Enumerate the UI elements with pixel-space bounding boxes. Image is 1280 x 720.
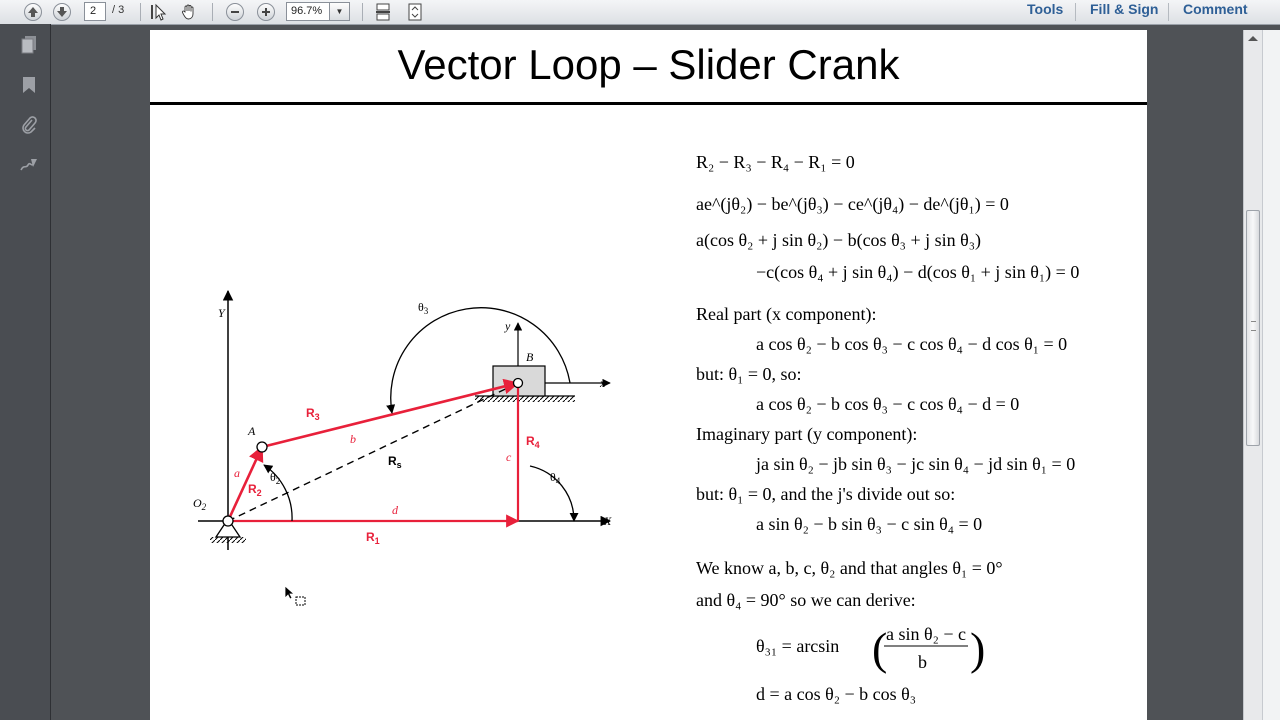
rs-vector bbox=[228, 383, 518, 521]
tools-button[interactable]: Tools bbox=[1027, 1, 1064, 17]
arrow-down-icon bbox=[53, 3, 71, 21]
label-theta3: $\theta_3$ bbox=[418, 300, 429, 316]
label-X: X bbox=[604, 514, 612, 528]
label-a: a bbox=[234, 466, 240, 480]
frac-denominator: b bbox=[918, 652, 927, 672]
r3-link bbox=[262, 383, 518, 447]
label-Rs: $R_s$ bbox=[388, 454, 402, 470]
scrollbar-thumb[interactable] bbox=[1246, 210, 1260, 446]
equation-imaginary-part: ja sin θ₂ − jb sin θ₃ − jc sin θ₄ − jd sin θ₁ = 0 bbox=[756, 454, 1076, 474]
document-page bbox=[150, 30, 1147, 720]
label-R4: $R_4$ bbox=[526, 434, 540, 450]
frac-right-paren: ) bbox=[970, 623, 986, 674]
page-icon bbox=[406, 3, 424, 21]
vertical-scrollbar[interactable] bbox=[1243, 30, 1263, 720]
scroll-up-arrow-icon[interactable] bbox=[1248, 36, 1258, 41]
label-A: A bbox=[248, 424, 256, 438]
frac-numerator: a sin θ₂ − c bbox=[886, 624, 967, 644]
label-R2: $R_2$ bbox=[248, 482, 262, 498]
comment-button[interactable]: Comment bbox=[1183, 1, 1248, 17]
hand-tool-button[interactable] bbox=[178, 1, 200, 23]
j-divide-note: but: θ₁ = 0, and the j's divide out so: bbox=[696, 484, 956, 504]
page-thumbnails-button[interactable] bbox=[18, 34, 40, 56]
page-number-input[interactable]: 2 bbox=[84, 2, 106, 21]
frac-left-paren: ( bbox=[872, 623, 888, 674]
label-c: c bbox=[506, 450, 512, 464]
slide-title: Vector Loop – Slider Crank bbox=[397, 41, 900, 88]
select-cursor-icon bbox=[150, 3, 168, 21]
toolbar-divider bbox=[1075, 3, 1076, 21]
hand-icon bbox=[180, 3, 198, 21]
equation-vector-loop: R₂ − R₃ − R₄ − R₁ = 0 bbox=[696, 152, 855, 172]
signatures-button[interactable] bbox=[18, 154, 40, 176]
theta1-zero-note: but: θ₁ = 0, so: bbox=[696, 364, 802, 384]
minus-icon bbox=[226, 3, 244, 21]
toolbar-divider bbox=[212, 3, 213, 21]
known-values-line2: and θ₄ = 90° so we can derive: bbox=[696, 590, 916, 610]
next-page-button[interactable] bbox=[51, 1, 73, 23]
label-y: y bbox=[505, 319, 511, 333]
zoom-level-input[interactable]: 96.7% bbox=[286, 2, 330, 21]
attachments-button[interactable] bbox=[18, 114, 40, 136]
equation-real-part: a cos θ₂ − b cos θ₃ − c cos θ₄ − d cos θ₁ = 0 bbox=[756, 334, 1068, 354]
equation-complex-polar: ae^(jθ₂) − be^(jθ₃) − ce^(jθ₄) − de^(jθ₁) = 0 bbox=[696, 194, 1009, 214]
equation-euler-line1: a(cos θ₂ + j sin θ₂) − b(cos θ₃ + j sin θ₃) bbox=[696, 230, 982, 250]
equations-panel bbox=[696, 140, 1136, 720]
arrow-up-icon bbox=[24, 3, 42, 21]
navigation-pane bbox=[0, 24, 51, 720]
page-total: / 3 bbox=[112, 4, 125, 16]
ground-hatch bbox=[210, 537, 246, 543]
toolbar-divider bbox=[1168, 3, 1169, 21]
label-Y: Y bbox=[218, 306, 225, 320]
equation-imaginary-simplified: a sin θ₂ − b sin θ₃ − c sin θ₄ = 0 bbox=[756, 514, 983, 534]
fit-page-icon bbox=[374, 3, 392, 21]
label-b: b bbox=[350, 432, 356, 446]
paperclip-icon bbox=[20, 115, 38, 135]
zoom-dropdown-button[interactable] bbox=[330, 2, 350, 21]
label-R3: $R_3$ bbox=[306, 406, 320, 422]
r2-link bbox=[228, 447, 262, 521]
fill-sign-button[interactable]: Fill & Sign bbox=[1090, 1, 1159, 17]
joint-o2 bbox=[223, 516, 233, 526]
imaginary-part-label: Imaginary part (y component): bbox=[696, 424, 918, 444]
fit-width-button[interactable] bbox=[404, 1, 426, 23]
joint-b bbox=[514, 379, 523, 388]
mouse-cursor-icon bbox=[284, 585, 308, 609]
equation-real-simplified: a cos θ₂ − b cos θ₃ − c cos θ₄ − d = 0 bbox=[756, 394, 1020, 414]
label-R1: $R_1$ bbox=[366, 530, 380, 546]
toolbar-divider bbox=[140, 3, 141, 21]
toolbar-divider bbox=[362, 3, 363, 21]
joint-a bbox=[257, 442, 267, 452]
known-values-line1: We know a, b, c, θ₂ and that angles θ₁ = 0° bbox=[696, 558, 1003, 578]
reader-toolbar bbox=[0, 0, 1280, 25]
fit-page-button[interactable] bbox=[372, 1, 394, 23]
label-d: d bbox=[392, 503, 398, 517]
window-edge bbox=[1262, 30, 1280, 720]
grip-icon bbox=[1251, 321, 1256, 331]
plus-icon bbox=[257, 3, 275, 21]
zoom-out-button[interactable] bbox=[224, 1, 246, 23]
select-tool-button[interactable] bbox=[148, 1, 170, 23]
real-part-label: Real part (x component): bbox=[696, 304, 877, 324]
previous-page-button[interactable] bbox=[22, 1, 44, 23]
label-theta2: $\theta_2$ bbox=[270, 470, 281, 486]
signature-icon bbox=[19, 155, 39, 175]
equation-d: d = a cos θ₂ − b cos θ₃ bbox=[756, 684, 917, 704]
zoom-in-button[interactable] bbox=[255, 1, 277, 23]
equation-euler-line2: −c(cos θ₄ + j sin θ₄) − d(cos θ₁ + j sin θ₁) = 0 bbox=[756, 262, 1080, 282]
label-B: B bbox=[526, 350, 534, 364]
bookmark-icon bbox=[20, 75, 38, 95]
label-O: $O_2$ bbox=[193, 496, 207, 512]
chevron-down-icon: ▼ bbox=[335, 7, 344, 16]
label-theta4: $\theta_4$ bbox=[550, 470, 561, 486]
label-x: x bbox=[600, 376, 606, 390]
bookmarks-button[interactable] bbox=[18, 74, 40, 96]
title-underline bbox=[150, 102, 1147, 105]
theta3-lhs: θ₃₁ = arcsin bbox=[756, 636, 840, 656]
slider-crank-figure bbox=[180, 255, 640, 555]
pages-icon bbox=[20, 35, 38, 55]
